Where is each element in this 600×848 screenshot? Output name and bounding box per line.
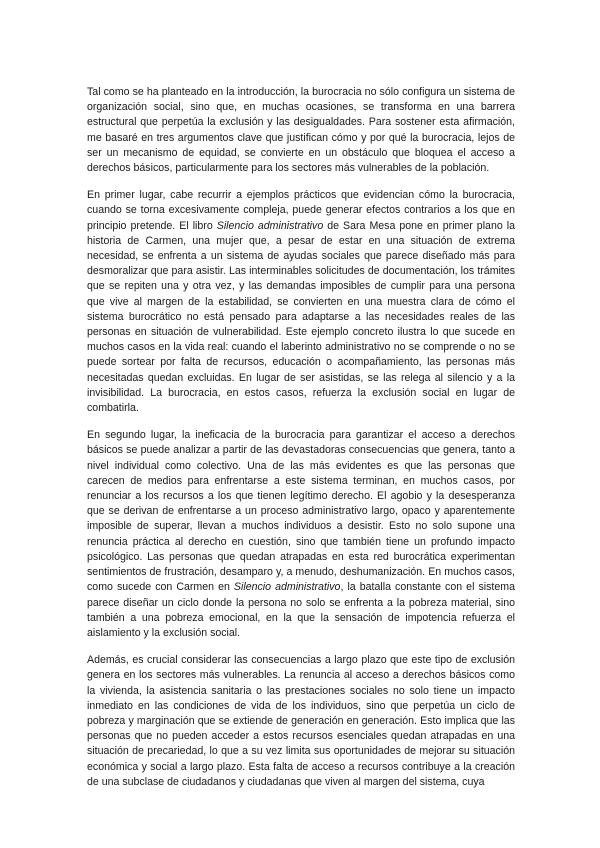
paragraph-3-text-start: En segundo lugar, la ineficacia de la burocracia para garantizar el acceso a derechos básicos se puede analizar a partir de las devastadoras consecuencias que genera, tanto a nivel individual como colectivo. Una de las más evidentes es que las personas que carecen de medios para enfrentarse a este sistema terminan, en muchos casos, por renunciar a los recursos a los que tienen legítimo derecho. El agobio y la desesperanza que se derivan de enfrentarse a un proceso administrativo largo, opaco y aparentemente imposible de superar, llevan a muchos individuos a desistir. Esto no solo supone una renuncia práctica al derecho en cuestión, sino que también tiene un profundo impacto psicológico. Las personas que quedan atrapadas en esta red burocrática experimentan sentimientos de frustración, desamparo y, a menudo, deshumanización. En muchos casos, como sucede con Carmen en	[87, 429, 515, 594]
paragraph-4-text: Además, es crucial considerar las consecuencias a largo plazo que este tipo de exclusión genera en los sectores más vulnerables. La renuncia al acceso a derechos básicos como la vivienda, la asistencia sanitaria o las prestaciones sociales no solo tiene un impacto inmediato en las condiciones de vida de los individuos, sino que perpetúa un ciclo de pobreza y marginación que se extiende de generación en generación. Esto implica que las personas que no pueden acceder a estos recursos esenciales quedan atrapadas en una situación de precariedad, lo que a su vez limita sus oportunidades de mejorar su situación económica y social a largo plazo. Esta falta de acceso a recursos contribuye a la creación de una subclase de ciudadanos y ciudadanas que viven al margen del sistema, cuya	[87, 654, 515, 788]
paragraph-3	[87, 428, 515, 641]
paragraph-1	[87, 85, 515, 176]
paragraph-2	[87, 188, 515, 416]
paragraph-1-text: Tal como se ha planteado en la introducción, la burocracia no sólo configura un sistema de organización social, sino que, en muchas ocasiones, se transforma en una barrera estructural que perpetúa la exclusión y las desigualdades. Para sostener esta afirmación, me basaré en tres argumentos clave que justifican cómo y por qué la burocracia, lejos de ser un mecanismo de equidad, se convierte en un obstáculo que bloquea el acceso a derechos básicos, particularmente para los sectores más vulnerables de la población.	[87, 86, 515, 175]
book-title-italic: Silencio administrativo	[216, 219, 324, 232]
book-title-italic: Silencio administrativo	[233, 581, 341, 594]
paragraph-2-text-end: de Sara Mesa pone en primer plano la historia de Carmen, una mujer que, a pesar de estar en una situación de extrema necesidad, se enfrenta a un sistema de ayudas sociales que parece diseñado más para desmoralizar que para asistir. Las interminables solicitudes de documentación, los trámites que se repiten una y otra vez, y las demandas imposibles de cumplir para una persona que vive al margen de la estabilidad, se convierten en una muestra clara de cómo el sistema burocrático no está pensado para adaptarse a las necesidades reales de las personas en situación de vulnerabilidad. Este ejemplo concreto ilustra lo que sucede en muchos casos en la vida real: cuando el laberinto administrativo no se comprende o no se puede sortear por falta de recursos, educación o acompañamiento, las personas más necesitadas quedan excluidas. En lugar de ser asistidas, se las relega al silencio y a la invisibilidad. La burocracia, en estos casos, refuerza la exclusión social en lugar de combatirla.	[87, 219, 515, 415]
paragraph-4	[87, 653, 515, 790]
paragraph-2-text-start: En primer lugar, cabe recurrir a ejemplos prácticos que evidencian cómo la burocracia, cuando se torna excesivamente compleja, puede generar efectos contrarios a los que en principio pretende. El libro	[87, 189, 515, 232]
paragraph-3-text-end: , la batalla constante con el sistema parece diseñar un ciclo donde la persona no solo se enfrenta a la pobreza material, sino también a una pobreza emocional, en la que la sensación de impotencia refuerza el aislamiento y la exclusión social.	[87, 581, 515, 639]
body-text	[87, 85, 515, 790]
